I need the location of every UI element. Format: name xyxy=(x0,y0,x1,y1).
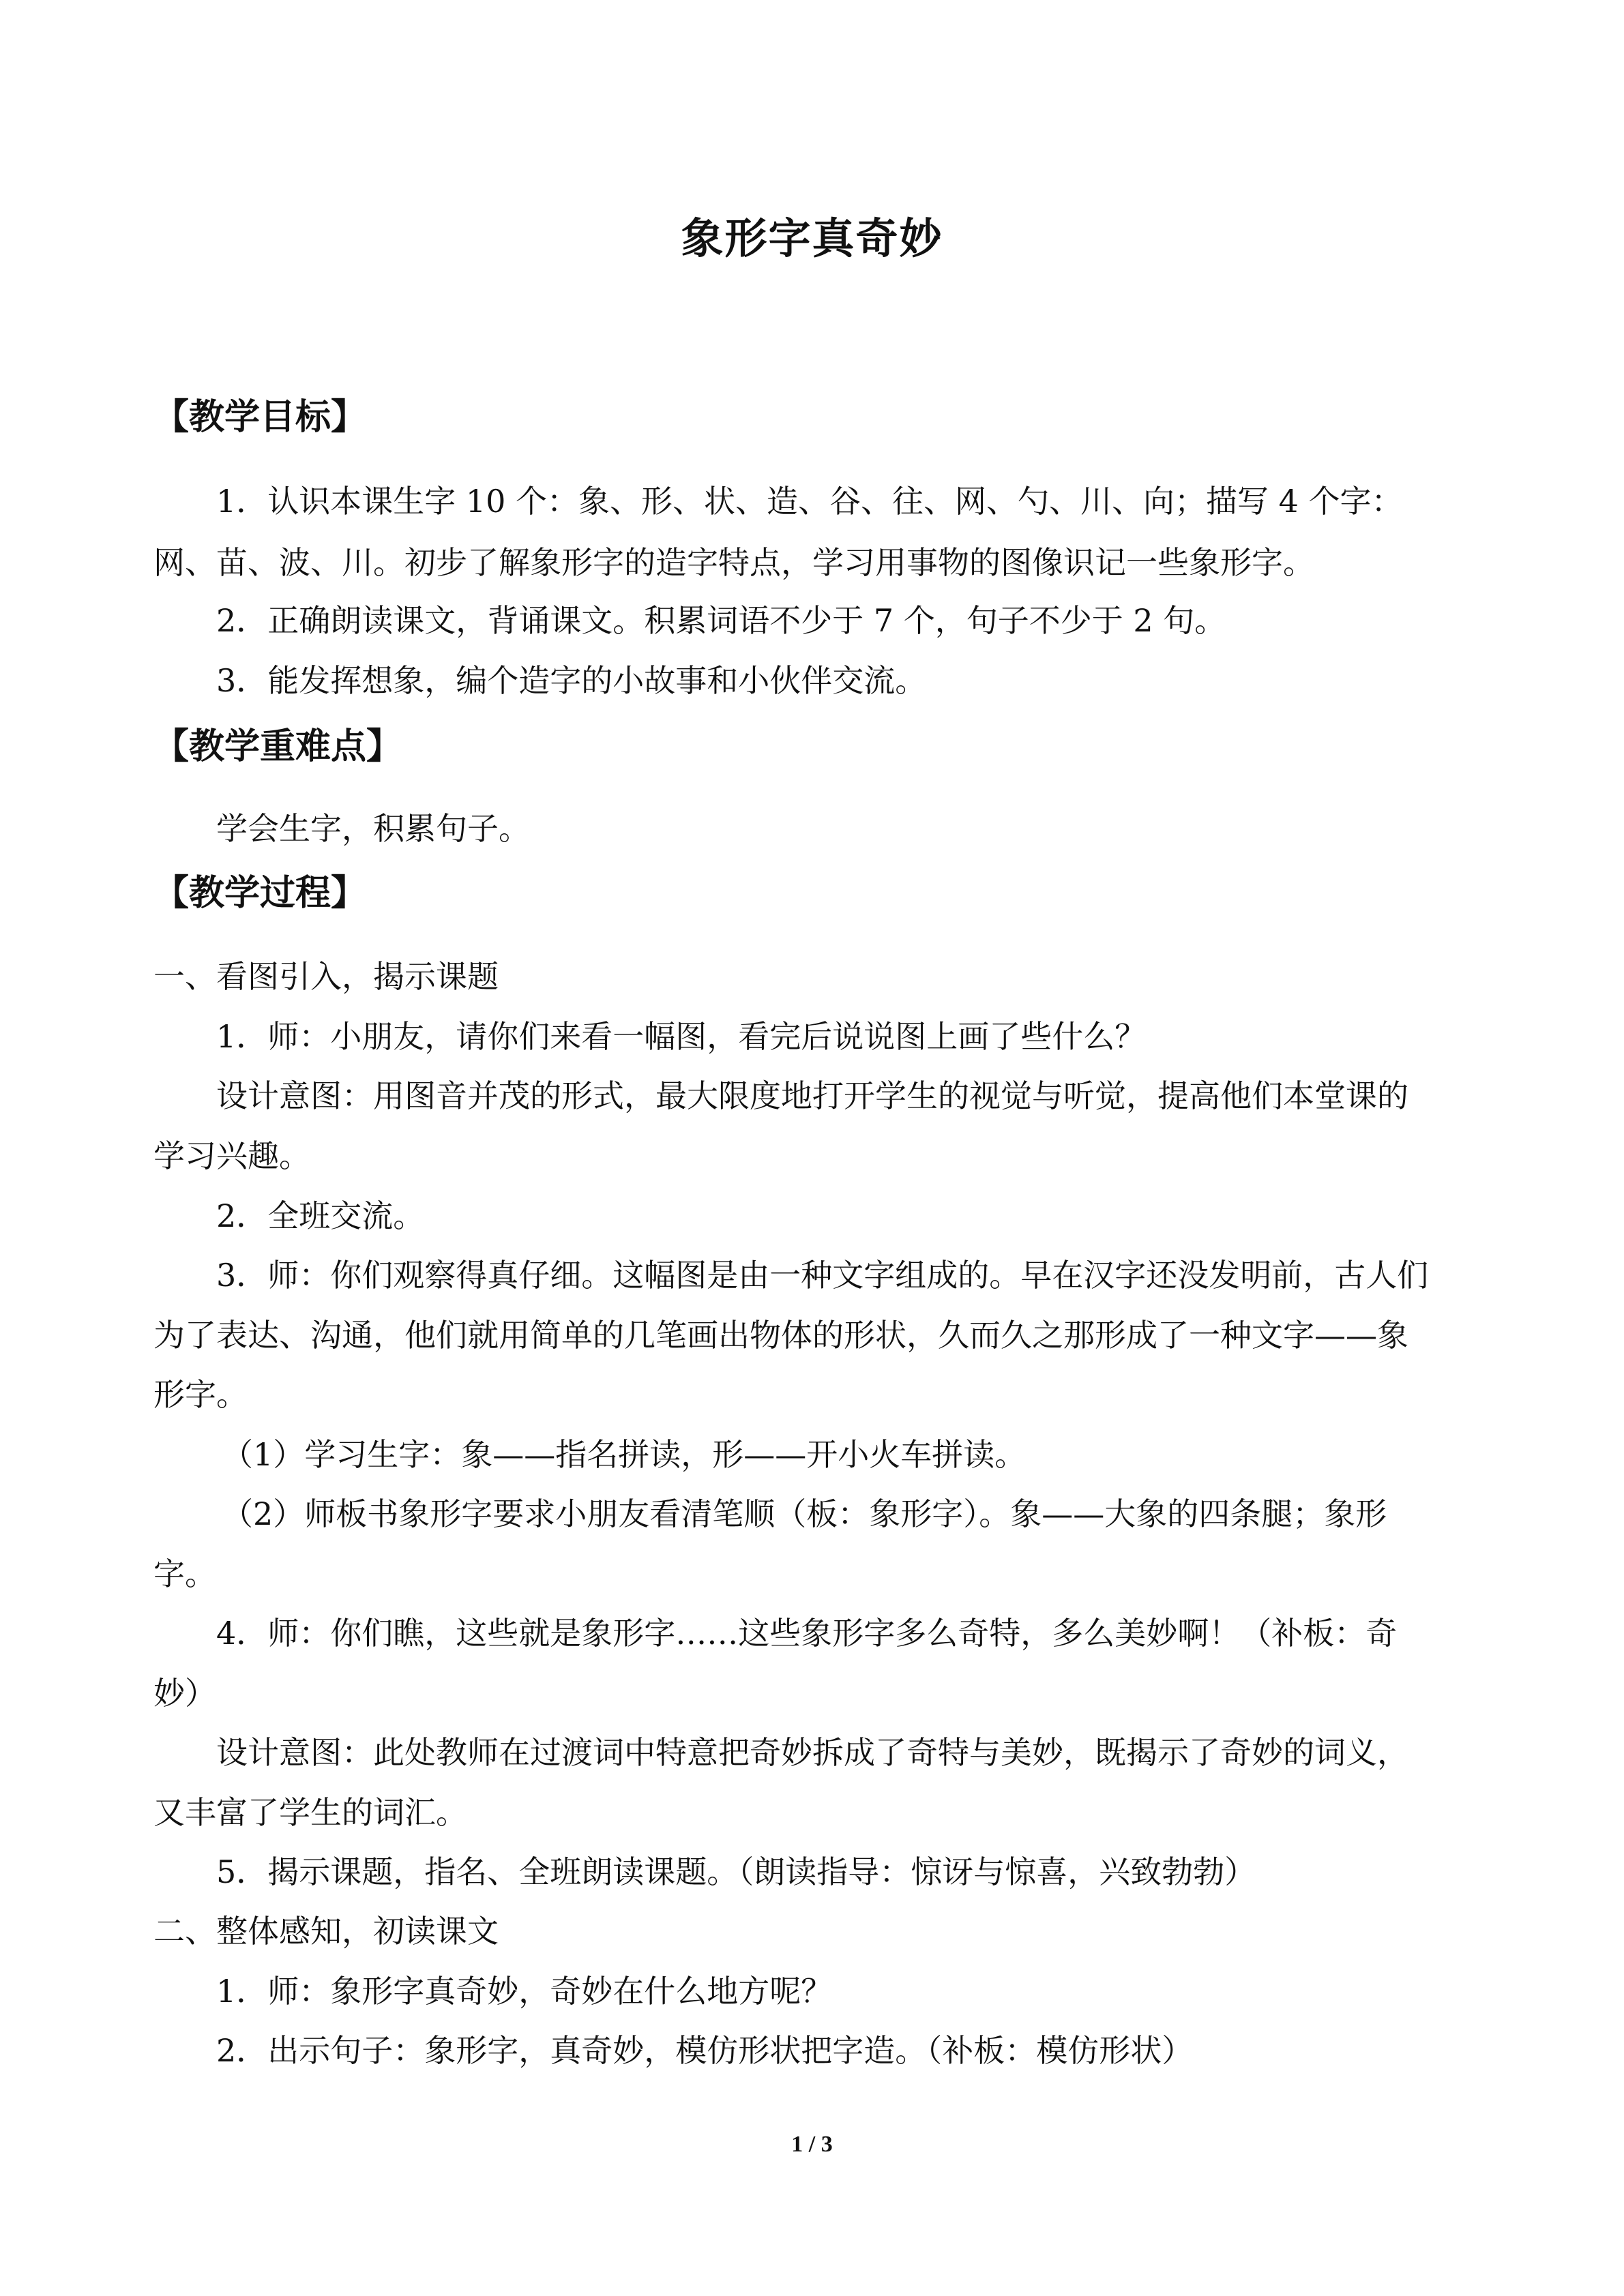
sub-step-1: （1）学习生字：象——指名拼读，形——开小火车拼读。 xyxy=(222,1436,1027,1473)
heading-key-points: 【教学重难点】 xyxy=(153,726,402,767)
step-5: 5．揭示课题，指名、全班朗读课题。（朗读指导：惊讶与惊喜，兴致勃勃） xyxy=(216,1853,1256,1890)
goal-2: 2．正确朗读课文，背诵课文。积累词语不少于 7 个，句子不少于 2 句。 xyxy=(216,602,1226,639)
step-3-line-1: 3．师：你们观察得真仔细。这幅图是由一种文字组成的。早在汉字还没发明前，古人们 xyxy=(216,1257,1429,1294)
document-title: 象形字真奇妙 xyxy=(681,213,943,263)
section-1-title: 一、看图引入，揭示课题 xyxy=(153,958,499,995)
heading-teaching-goals: 【教学目标】 xyxy=(153,397,367,438)
sub-step-2-line-2: 字。 xyxy=(153,1555,216,1592)
section-2-step-1: 1．师：象形字真奇妙，奇妙在什么地方呢？ xyxy=(216,1973,833,2010)
design-intent-1-line-1: 设计意图：用图音并茂的形式，最大限度地打开学生的视觉与听觉，提高他们本堂课的 xyxy=(216,1077,1408,1114)
section-2-title: 二、整体感知，初读课文 xyxy=(153,1913,499,1950)
sub-step-2-line-1: （2）师板书象形字要求小朋友看清笔顺（板：象形字）。象——大象的四条腿；象形 xyxy=(222,1495,1387,1532)
step-4-line-2: 妙） xyxy=(153,1675,216,1712)
page-number: 1 / 3 xyxy=(791,2132,833,2157)
design-intent-1-line-2: 学习兴趣。 xyxy=(153,1137,310,1174)
step-4-line-1: 4．师：你们瞧，这些就是象形字……这些象形字多么奇特，多么美妙啊！（补板：奇 xyxy=(216,1615,1398,1652)
design-intent-2-line-1: 设计意图：此处教师在过渡词中特意把奇妙拆成了奇特与美妙，既揭示了奇妙的词义， xyxy=(216,1734,1408,1771)
step-1: 1．师：小朋友，请你们来看一幅图，看完后说说图上画了些什么？ xyxy=(216,1018,1147,1055)
step-2: 2．全班交流。 xyxy=(216,1197,425,1234)
design-intent-2-line-2: 又丰富了学生的词汇。 xyxy=(153,1794,467,1831)
step-3-line-3: 形字。 xyxy=(153,1376,248,1413)
key-points-text: 学会生字，积累句子。 xyxy=(216,810,530,847)
heading-teaching-process: 【教学过程】 xyxy=(153,873,367,914)
goal-1-line-2: 网、苗、波、川。初步了解象形字的造字特点，学习用事物的图像识记一些象形字。 xyxy=(153,544,1314,581)
section-2-step-2: 2．出示句子：象形字，真奇妙，模仿形状把字造。（补板：模仿形状） xyxy=(216,2032,1194,2069)
goal-3: 3．能发挥想象，编个造字的小故事和小伙伴交流。 xyxy=(216,662,927,699)
goal-1-line-1: 1．认识本课生字 10 个：象、形、状、造、谷、往、网、勺、川、向；描写 4 个字： xyxy=(216,483,1403,520)
step-3-line-2: 为了表达、沟通，他们就用简单的几笔画出物体的形状，久而久之那形成了一种文字——象 xyxy=(153,1317,1408,1354)
